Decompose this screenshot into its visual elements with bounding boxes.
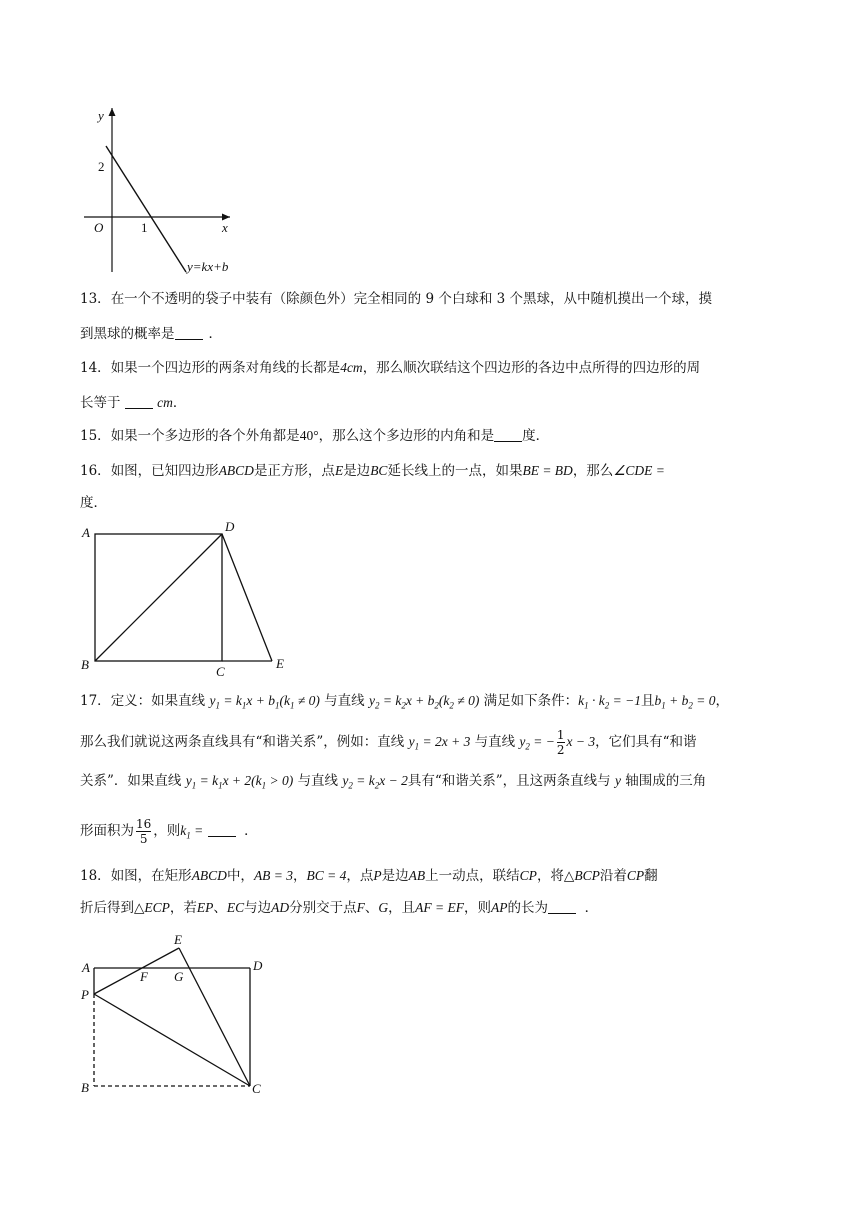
q18-text10: 折后得到△ (80, 900, 145, 916)
q18-text14: 分别交于点 (289, 900, 357, 916)
q16-number: 16． (80, 463, 111, 479)
origin-label: O (94, 220, 104, 235)
q18-text6: 上一动点，联结 (425, 868, 520, 884)
figure-rectangle-fold (78, 930, 278, 1102)
q18-text9: 翻 (644, 868, 658, 884)
q16-angle: ∠CDE = (613, 463, 665, 478)
q17-example2b: x − 3 (566, 734, 596, 749)
q15-text1: 如果一个多边形的各个外角都是 (110, 428, 300, 444)
q18-f: F (356, 900, 365, 915)
fold-figure-svg (78, 930, 278, 1102)
q17-line1: 17．定义：如果直线 $y_1 = k_1x + b_1(k_1 \ne 0)$ 与直线 $y_2 = k_2x + b_2(k_2 \ne 0)$ 满足如下条件：$k_1 \cdot k_2 = -1$且$b_1 + b_2 = 0$， (80, 693, 729, 711)
q18-text17: ，则 (464, 900, 492, 916)
q18-end: ． (584, 900, 599, 916)
q17-area-fraction (136, 817, 151, 846)
q18-text18: 的长为 (507, 900, 549, 916)
q17-text10: 具有“和谐关系”，且这两条直线与 (407, 773, 611, 789)
q17-cond2: $b_1 + b_2 = 0$ (654, 693, 716, 711)
q17-text6: 与直线 (474, 734, 516, 750)
q18-text2: 中， (226, 868, 254, 884)
q16-text5: ，那么 (572, 463, 614, 479)
q14-line1 (80, 357, 790, 379)
q17-text4: 且 (640, 693, 655, 709)
square-figure-svg (80, 516, 300, 679)
q16-e: E (334, 463, 344, 478)
q17-area-num: 16 (136, 817, 152, 831)
q17-eq3: $y_1 = k_1x + 2(k_1 > 0)$ (185, 773, 294, 791)
q17-line2 (80, 728, 790, 758)
q17-end: ． (244, 823, 258, 839)
q18-bc: BC = 4 (306, 868, 347, 883)
q18-bcp: BCP (574, 868, 600, 883)
q14-text3: 长等于 (80, 395, 121, 411)
q17-half-den: 2 (556, 743, 565, 757)
q17-eq1: $y_1 = k_1x + b_1(k_1 \ne 0)$ (209, 693, 320, 711)
label-f: F (140, 969, 148, 984)
q18-abcd: ABCD (191, 868, 227, 883)
q17-text11: 轴围成的三角 (625, 773, 707, 789)
q18-text11: ，若 (169, 900, 197, 916)
q18-ab2: AB (408, 868, 426, 883)
q18-line2 (80, 897, 790, 919)
q16-text1: 如图，已知四边形 (110, 463, 219, 479)
q17-answer-blank[interactable] (208, 822, 236, 837)
q16-abcd: ABCD (218, 463, 254, 478)
q18-text1: 如图，在矩形 (110, 868, 192, 884)
q14-text2: ，那么顺次联结这个四边形的各边中点所得的四边形的周 (362, 360, 701, 376)
q17-example2: $y_2$ = − (519, 734, 555, 752)
q17-area-den: 5 (136, 831, 151, 846)
q14-line2 (80, 392, 790, 414)
q15-text3: 度． (522, 428, 550, 444)
q17-text1: 定义：如果直线 (110, 693, 206, 709)
q18-p: P (373, 868, 382, 883)
q14-number: 14． (80, 360, 111, 376)
y-axis-label: y (98, 108, 104, 123)
q17-line4 (80, 817, 790, 847)
q16-text2: 是正方形，点 (253, 463, 335, 479)
linear-graph-svg (80, 100, 260, 280)
q16-condition: BE = BD (522, 463, 573, 478)
q18-ab: AB = 3 (253, 868, 294, 883)
q16-text4: 延长线上的一点，如果 (387, 463, 523, 479)
q17-y-axis: y (614, 773, 621, 788)
q18-text15: 、 (364, 900, 379, 916)
x-axis-label: x (222, 220, 228, 235)
q17-half-num: 1 (556, 728, 565, 742)
label-d: D (253, 958, 263, 973)
q13-number: 13． (80, 291, 111, 307)
q17-text3: 满足如下条件： (483, 693, 579, 709)
label-b: B (81, 1080, 89, 1095)
q18-cp: CP (519, 868, 537, 883)
label-p: P (81, 987, 89, 1002)
q16-line1 (80, 460, 790, 482)
q17-text12: 形面积为 (80, 823, 134, 839)
q17-example1: $y_1 = 2x + 3$ (408, 734, 471, 752)
q15-angle: 40° (299, 428, 319, 443)
q17-cond1: $k_1 \cdot k_2 = -1$ (578, 693, 641, 711)
label-c: C (216, 664, 225, 679)
figure-linear-graph (80, 100, 260, 280)
q17-text13: ，则 (153, 823, 181, 839)
q18-ec: EC (226, 900, 245, 915)
q17-text5: 那么我们就说这两条直线具有“和谐关系”，例如：直线 (80, 734, 405, 750)
q18-cp2: CP (626, 868, 645, 883)
q18-condition: AF = EF (415, 900, 465, 915)
q16-bc: BC (370, 463, 388, 478)
q18-text5: 是边 (381, 868, 409, 884)
label-a: A (82, 960, 90, 975)
q18-line1 (80, 865, 790, 887)
q13-line2 (80, 323, 790, 345)
line-equation-label: y=kx+b (187, 259, 229, 274)
label-g: G (174, 969, 184, 984)
q18-ad: AD (271, 900, 290, 915)
q18-text16: ，且 (388, 900, 416, 916)
q18-text7: ，将△ (536, 868, 575, 884)
q18-ep: EP (196, 900, 214, 915)
q15-number: 15． (80, 428, 111, 444)
graph-line (106, 146, 186, 272)
q14-answer-blank[interactable] (125, 394, 153, 409)
q18-ecp: ECP (144, 900, 170, 915)
q17-text8: 关系”．如果直线 (80, 773, 182, 789)
label-b: B (81, 657, 89, 672)
q17-eq4: $y_2 = k_2x - 2$ (342, 773, 408, 791)
segment-de (222, 534, 272, 661)
q16-text6: 度． (80, 495, 107, 511)
q17-half-fraction (557, 728, 565, 757)
q13-text2: 到黑球的概率是 (80, 326, 175, 342)
q13-text1: 在一个不透明的袋子中装有（除颜色外）完全相同的 9 个白球和 3 个黑球，从中随机摸出一个球，摸 (110, 291, 713, 307)
label-e: E (174, 932, 182, 947)
q18-text13: 与边 (244, 900, 272, 916)
label-d: D (225, 519, 235, 534)
q14-text1: 如果一个四边形的两条对角线的长都是 (110, 360, 341, 376)
q15-line (80, 425, 790, 447)
q17-k1: $k_1$ = (180, 823, 204, 841)
q13-end: ． (208, 326, 222, 342)
figure-square-abcd (80, 516, 300, 679)
q18-text3: ， (293, 868, 307, 884)
q14-unit: cm (157, 395, 173, 410)
q18-g: G (378, 900, 389, 915)
q18-text8: 沿着 (599, 868, 627, 884)
q18-number: 18． (80, 868, 111, 884)
y-axis-arrow (109, 108, 116, 116)
label-c: C (252, 1081, 261, 1096)
q17-number: 17． (80, 693, 111, 709)
q16-line2 (80, 492, 790, 514)
segment-pe (94, 948, 179, 994)
q16-text3: 是边 (343, 463, 371, 479)
diagonal-bd (95, 534, 222, 661)
q18-ap: AP (491, 900, 508, 915)
q14-end: ． (172, 395, 187, 411)
q17-text9: 与直线 (297, 773, 339, 789)
y-intercept-label: 2 (98, 159, 105, 174)
q13-answer-blank[interactable] (175, 325, 203, 340)
label-a: A (82, 525, 90, 540)
q17-eq2: $y_2 = k_2x + b_2(k_2 \ne 0)$ (368, 693, 480, 711)
q13-line1 (80, 288, 790, 310)
q18-answer-blank[interactable] (548, 899, 576, 914)
q15-text2: ，那么这个多边形的内角和是 (318, 428, 495, 444)
q17-line3 (80, 770, 790, 797)
q18-text12: 、 (213, 900, 227, 916)
q18-text4: ，点 (346, 868, 374, 884)
q17-text7: ，它们具有“和谐 (595, 734, 697, 750)
q15-answer-blank[interactable] (494, 427, 522, 442)
q17-text2: 与直线 (324, 693, 365, 709)
label-e: E (276, 656, 284, 671)
q14-length: 4cm (340, 360, 363, 375)
x-intercept-label: 1 (141, 220, 148, 235)
